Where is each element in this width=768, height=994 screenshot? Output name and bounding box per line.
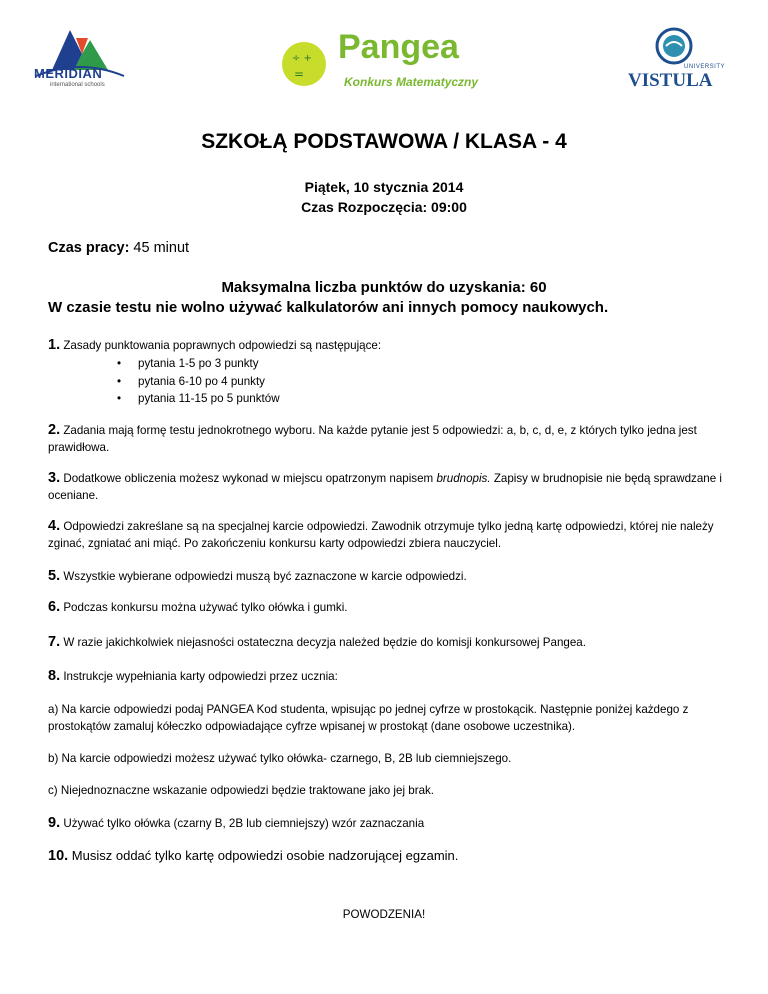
vistula-subtitle: UNIVERSITY [684, 64, 726, 70]
svg-text:=: = [294, 67, 305, 81]
rule-text: Zasady punktowania poprawnych odpowiedzi są następujące: [63, 339, 382, 352]
rule-text: Zadania mają formę testu jednokrotnego wyboru. Na każde pytanie jest 5 odpowiedzi: a, b, c, d, e, z których tylko jedna jest prawidłowa. [48, 424, 697, 454]
points-list [118, 355, 280, 408]
rule-text: Musisz oddać tylko kartę odpowiedzi osobie nadzorującej egzamin. [71, 848, 459, 863]
sub-item-c: c) Niejednoznaczne wskazanie odpowiedzi będzie traktowane jako jej brak. [48, 784, 435, 797]
rule-number: 8. [48, 668, 61, 684]
no-calculators-note: W czasie testu nie wolno używać kalkulatorów ani innych pomocy naukowych. [48, 299, 609, 316]
rule-4 [48, 518, 728, 552]
sub-item-b: b) Na karcie odpowiedzi możesz używać tylko ołówka- czarnego, B, 2B lub ciemniejszego. [48, 752, 512, 765]
rule-number: 3. [48, 470, 61, 486]
rule-1 [48, 337, 728, 354]
rule-6 [48, 599, 728, 616]
rule-text: Podczas konkursu można używać tylko ołówka i gumki. [63, 601, 348, 614]
work-time [48, 240, 189, 256]
vistula-name: VISTULA [628, 70, 713, 91]
start-time: Czas Rozpoczęcia: 09:00 [301, 199, 467, 215]
svg-text:÷ +: ÷ + [292, 53, 312, 64]
rule-text: Używać tylko ołówka (czarny B, 2B lub ciemniejszy) wzór zaznaczania [63, 817, 425, 830]
brudnopis-term: brudnopis. [436, 472, 491, 485]
exam-date: Piątek, 10 stycznia 2014 [304, 179, 464, 195]
rule-2 [48, 422, 728, 456]
rule-text: W razie jakichkolwiek niejasności ostateczna decyzja należed będzie do komisji konkursowej Pangea. [63, 636, 586, 649]
rule-number: 1. [48, 337, 61, 353]
rule-7 [48, 634, 728, 651]
rule-5 [48, 568, 728, 585]
rule-number: 2. [48, 422, 61, 438]
rule-number: 6. [48, 599, 61, 615]
max-points: Maksymalna liczba punktów do uzyskania: 60 [221, 279, 547, 296]
vistula-logo [624, 26, 724, 98]
meridian-subtitle: international schools [50, 82, 105, 88]
rule-10 [48, 847, 728, 865]
rule-number: 7. [48, 634, 61, 650]
rule-number: 10. [48, 848, 69, 864]
rule-number: 9. [48, 815, 61, 831]
rule-text: Instrukcje wypełniania karty odpowiedzi przez ucznia: [63, 670, 338, 683]
list-item: • pytania 6-10 po 4 punkty [118, 373, 280, 391]
meridian-logo [30, 24, 130, 94]
work-time-value: 45 minut [129, 240, 190, 256]
page-title: SZKOŁĄ PODSTAWOWA / KLASA - 4 [201, 130, 567, 153]
meridian-name: MERIDIAN [34, 66, 103, 81]
work-time-label: Czas pracy: [48, 240, 130, 256]
pangea-subtitle: Konkurs Matematyczny [344, 75, 479, 89]
rule-number: 4. [48, 518, 61, 534]
rule-3: 3. Dodatkowe obliczenia możesz wykonad w miejscu opatrzonym napisem brudnopis. Zapisy w brudnopisie nie będą sprawdzane i oceniane. [48, 470, 722, 502]
sub-item-a: a) Na karcie odpowiedzi podaj PANGEA Kod studenta, wpisując po jednej cyfrze w prostokącik. Następnie poniżej każdego z prostokątów zamaluj kółeczko odpowiadające cyfrze wpisanej w prostokąt (dane osobowe uczestnika). [48, 703, 689, 733]
rule-text: Wszystkie wybierane odpowiedzi muszą być zaznaczone w karcie odpowiedzi. [63, 570, 467, 583]
pangea-logo [280, 28, 480, 98]
rule-text: Odpowiedzi zakreślane są na specjalnej karcie odpowiedzi. Zawodnik otrzymuje tylko jedną kartę odpowiedzi, której nie należy zginać, zgniatać ani miąć. Po zakończeniu konkursu karty odpowiedzi zbiera nauczyciel. [48, 520, 714, 550]
rule-9 [48, 815, 728, 832]
closing-note: POWODZENIA! [342, 908, 426, 921]
list-item: • pytania 11-15 po 5 punktów [118, 390, 280, 408]
list-item: • pytania 1-5 po 3 punkty [118, 355, 280, 373]
pangea-name: Pangea [338, 28, 459, 66]
rule-number: 5. [48, 568, 61, 584]
rule-8 [48, 668, 728, 685]
